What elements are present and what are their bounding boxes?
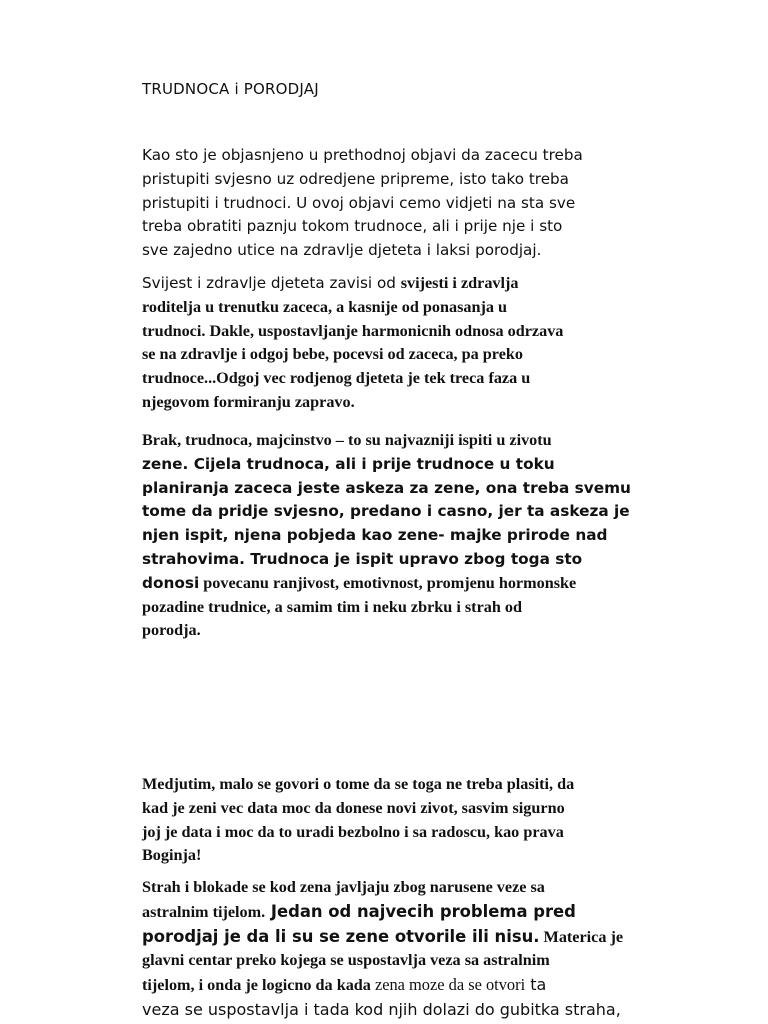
text-line: Strah i blokade se kod zena javljaju zbog narusene veze sa [142,878,545,896]
text-line: pristupiti svjesno uz odredjene pripreme, isto tako treba [142,169,569,188]
text-line: pozadine trudnice, a samim tim i neku zbrku i strah od [142,597,522,616]
paragraph-fear [142,876,642,1022]
text-line: njegovom formiranju zapravo. [142,392,355,411]
text-line: Medjutim, malo se govori o tome da se toga ne treba plasiti, da [142,775,575,793]
text-run: tijelom, i onda je logicno da kada [142,976,375,995]
text-line: njen ispit, njena pobjeda kao zene- majke prirode nad [142,526,608,545]
text-run: donosi [142,573,200,592]
text-line: Brak, trudnoca, majcinstvo – to su najvazniji ispiti u zivotu [142,431,552,449]
paragraph-consciousness [142,272,642,415]
text-run: trudnoci. [142,321,206,340]
paragraph-however [142,773,642,868]
paragraph-marriage [142,429,642,643]
text-line: veza se uspostavlja i tada kod njih dolazi do gubitka straha, [142,999,621,1019]
text-line: strahovima. Trudnoca je ispit upravo zbog toga sto [142,549,583,568]
text-run: Dakle, uspostavljanje harmonicnih odnosa odrzava [205,321,564,340]
text-line: roditelja u trenutku zaceca, a kasnije od ponasanja u [142,297,508,316]
text-run: Jedan od najvecih problema pred [265,901,576,921]
text-line: glavni centar preko kojega se uspostavlja veza sa astralnim [142,951,550,970]
text-line: porodja. [142,621,201,640]
document-title: TRUDNOCA i PORODJAJ [142,80,319,98]
text-line: planiranja zaceca jeste askeza za zene, ona treba svemu [142,478,631,497]
text-run: zena moze da se otvori [374,975,526,995]
text-line: kad je zeni vec data moc da donese novi zivot, sasvim sigurno [142,798,565,817]
text-run: Materica je [539,927,624,946]
text-run: Svijest i zdravlje djeteta zavisi od [142,274,401,292]
text-line: joj je data i moc da to uradi bezbolno i sa radoscu, kao prava [142,822,564,841]
text-line: Kao sto je objasnjeno u prethodnoj objavi da zacecu treba [142,146,583,164]
paragraph-intro [142,144,642,263]
text-run: astralnim tijelom. [142,902,266,921]
text-run: porodjaj je da li su se zene otvorile ili nisu. [142,926,540,946]
text-line: sve zajedno utice na zdravlje djeteta i laksi porodjaj. [142,241,542,260]
text-run: zene. [142,454,194,473]
text-line: se na zdravlje i odgoj bebe, pocevsi od zaceca, pa preko [142,345,523,364]
text-line: pristupiti i trudnoci. U ovoj objavi cemo vidjeti na sta sve [142,193,576,212]
text-line: Boginja! [142,846,202,865]
text-run: povecanu ranjivost, emotivnost, promjenu hormonske [199,573,577,592]
text-line: treba obratiti paznju tokom trudnoce, ali i prije nje i sto [142,217,563,236]
text-line: trudnoce...Odgoj vec rodjenog djeteta je tek treca faza u [142,369,531,388]
text-line: tome da pridje svjesno, predano i casno, jer ta askeza je [142,502,630,521]
text-run: svijesti i zdravlja [400,274,519,292]
text-run: Cijela trudnoca, ali i prije trudnoce u toku [193,454,555,473]
text-run: ta [525,975,547,995]
